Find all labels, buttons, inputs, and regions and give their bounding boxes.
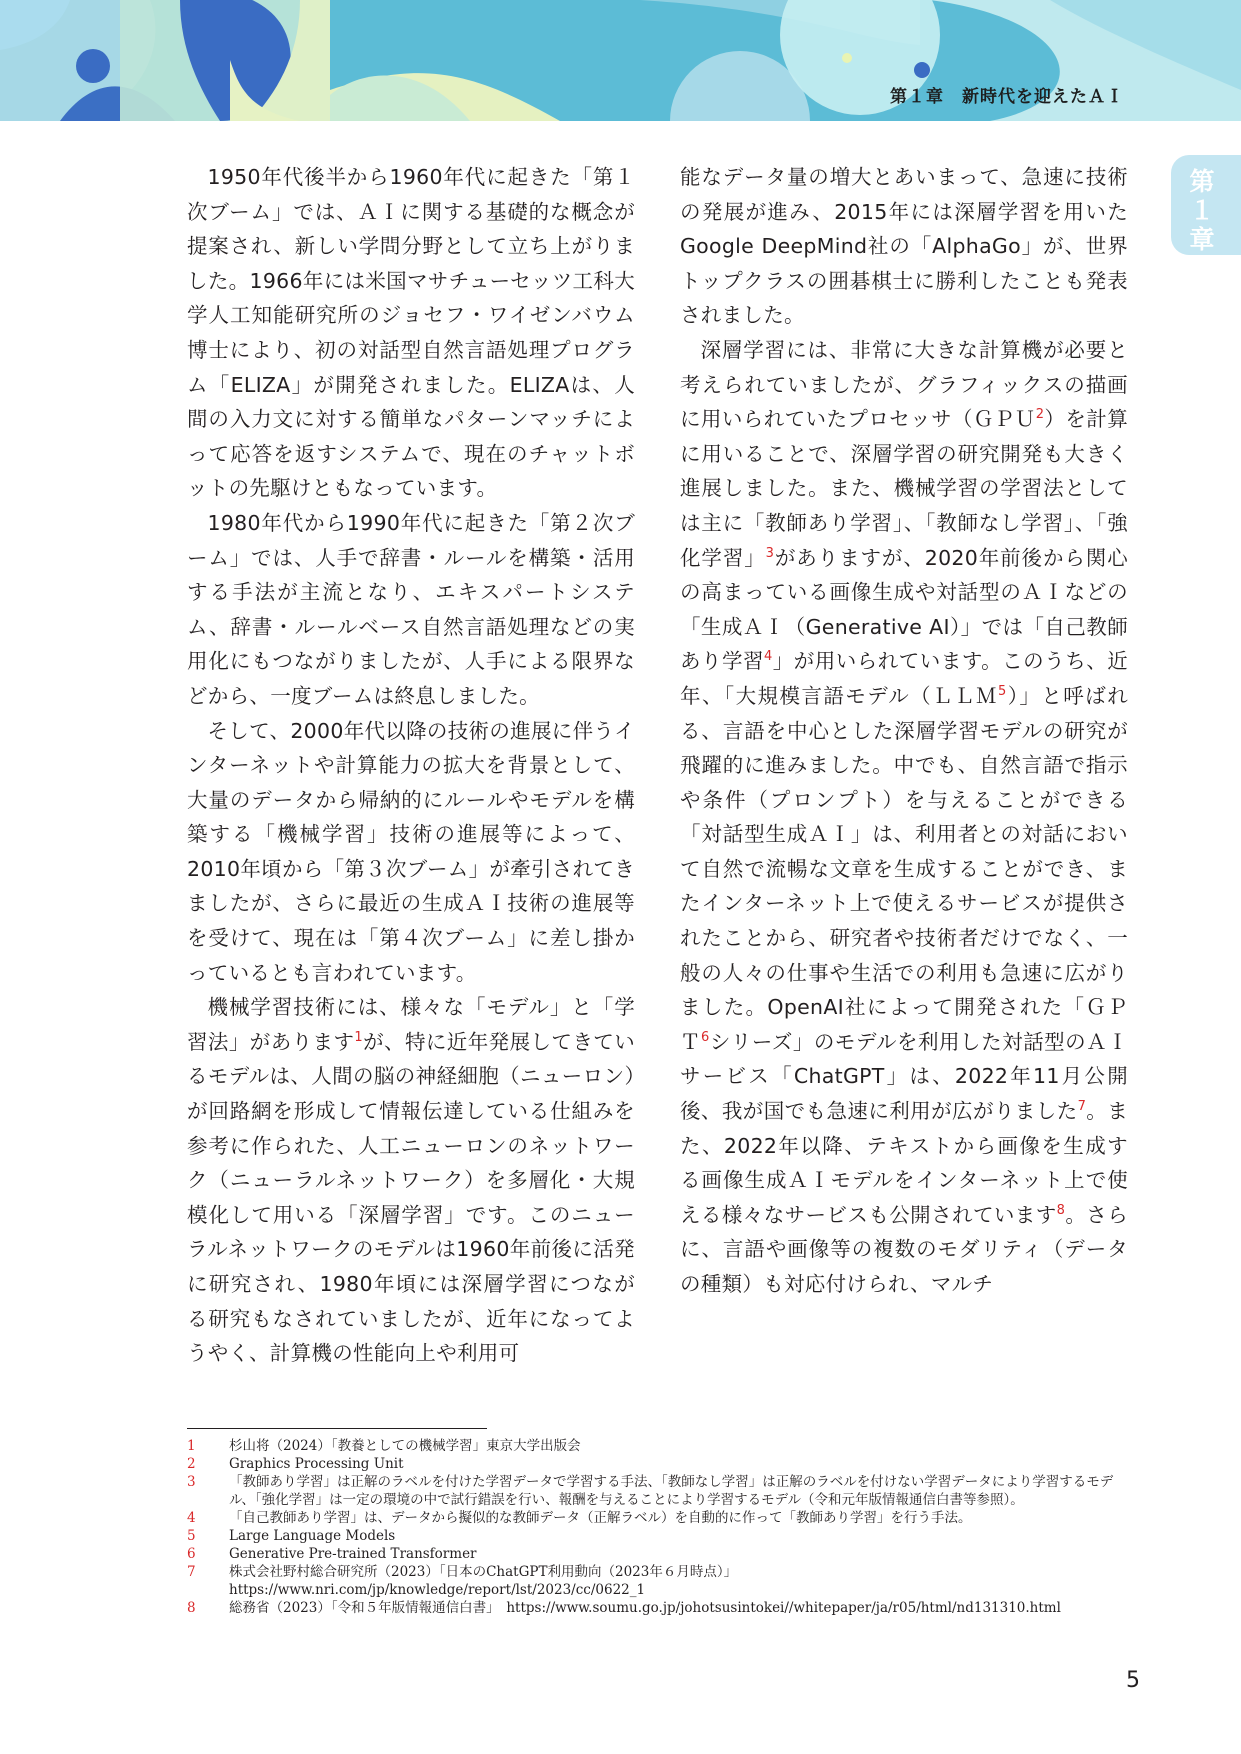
paragraph — [680, 333, 1128, 1302]
paragraph — [187, 990, 635, 1371]
footnote-number: 4 — [187, 1510, 196, 1526]
footnote-item — [187, 1455, 1137, 1473]
footnote-item — [187, 1563, 1137, 1599]
footnote-number: 8 — [187, 1600, 196, 1616]
footnote-text: 総務省（2023）「令和５年版情報通信白書」 https://www.soumu.go.jp/johotsusintokei//whitepaper/ja/r05/html/nd131310.html — [229, 1600, 1061, 1616]
footnote-ref[interactable]: 7 — [1077, 1099, 1087, 1115]
paragraph-text: が、特に近年発展してきているモデルは、人間の脳の神経細胞（ニューロン）が回路網を形成して情報伝達している仕組みを参考に作られた、人工ニューロンのネットワーク（ニューラルネットワーク）を多層化・大規模化して用いる「深層学習」です。このニューラルネットワークのモデルは1960年前後に活発に研究され、1980年頃には深層学習につながる研究もなされていましたが、近年になってようやく、計算機の性能向上や利用可 — [187, 1029, 635, 1366]
footnote-ref[interactable]: 6 — [701, 1030, 710, 1046]
paragraph-text: 」が用いられています。このうち、近年、「大規模言語モデル（ＬＬＭ — [680, 649, 1128, 708]
footnote-number: 2 — [187, 1456, 196, 1472]
paragraph-text: 1950年代後半から1960年代に起きた「第１次ブーム」では、ＡＩに関する基礎的な概念が提案され、新しい学問分野として立ち上がりました。1966年には米国マサチューセッツ工科大学人工知能研究所のジョセフ・ワイゼンバウム博士により、初の対話型自然言語処理プログラム「ELIZA」が開発されました。ELIZAは、人間の入力文に対する簡単なパターンマッチによって応答を返すシステムで、現在のチャットボットの先駆けともなっています。 — [187, 165, 635, 501]
paragraph — [187, 714, 635, 991]
footnote-number: 1 — [187, 1438, 196, 1454]
footnote-ref[interactable]: 1 — [354, 1030, 363, 1046]
footnote-item — [187, 1527, 1137, 1545]
page-header-banner — [0, 0, 1241, 121]
paragraph-text: がありますが、2020年前後から関心の高まっている画像生成や対話型のＡＩなどの「生成ＡＩ（Generative AI）」では「自己教師あり学習 — [680, 545, 1128, 674]
footnote-text: 杉山将（2024）「教養としての機械学習」東京大学出版会 — [229, 1438, 581, 1454]
paragraph-text: そして、2000年代以降の技術の進展に伴うインターネットや計算能力の拡大を背景として、大量のデータから帰納的にルールやモデルを構築する「機械学習」技術の進展等によって、2010年頃から「第３次ブーム」が牽引されてきましたが、さらに最近の生成ＡＩ技術の進展等を受けて、現在は「第４次ブーム」に差し掛かっているとも言われています。 — [187, 718, 635, 985]
paragraph-text: 1980年代から1990年代に起きた「第２次ブーム」では、人手で辞書・ルールを構築・活用する手法が主流となり、エキスパートシステム、辞書・ルールベース自然言語処理などの実用化にもつながりましたが、人手による限界などから、一度ブームは終息しました。 — [187, 510, 635, 708]
paragraph-text: 深層学習には、非常に大きな計算機が必要と考えられていましたが、グラフィックスの描画に用いられていたプロセッサ（ＧＰＵ — [680, 337, 1128, 432]
body-column-right — [680, 160, 1128, 1302]
paragraph — [187, 160, 635, 506]
footnote-item — [187, 1509, 1137, 1527]
footnote-number: 7 — [187, 1564, 196, 1580]
chapter-tab — [1171, 155, 1241, 255]
footnote-text: 「自己教師あり学習」は、データから擬似的な教師データ（正解ラベル）を自動的に作って「教師あり学習」を行う手法。 — [229, 1510, 972, 1526]
footnote-text: Graphics Processing Unit — [229, 1456, 404, 1472]
paragraph-continued — [680, 160, 1128, 333]
footnote-ref[interactable]: 2 — [1035, 407, 1045, 423]
footnote-item — [187, 1437, 1137, 1455]
paragraph-text: 。さらに、言語や画像等の複数のモダリティ（データの種類）も対応付けられ、マルチ — [680, 1202, 1128, 1296]
paragraph-text: 能なデータ量の増大とあいまって、急速に技術の発展が進み、2015年には深層学習を用いたGoogle DeepMind社の「AlphaGo」が、世界トップクラスの囲碁棋士に勝利したことも発表されました。 — [680, 165, 1128, 328]
chapter-tab-label: 第１章 — [1189, 167, 1215, 254]
footnote-item — [187, 1599, 1137, 1617]
footnote-item — [187, 1545, 1137, 1563]
footnotes — [187, 1437, 1137, 1617]
footnote-text: Large Language Models — [229, 1528, 396, 1544]
footnote-item — [187, 1473, 1137, 1509]
paragraph-text: ）」と呼ばれる、言語を中心とした深層学習モデルの研究が飛躍的に進みました。中でも、自然言語で指示や条件（プロンプト）を与えることができる「対話型生成ＡＩ」は、利用者との対話において自然で流暢な文章を生成することができ、またインターネット上で使えるサービスが提供されたことから、研究者や技術者だけでなく、一般の人々の仕事や生活での利用も急速に広がりました。OpenAI社によって開発された「ＧＰＴ — [680, 683, 1128, 1054]
footnote-ref[interactable]: 3 — [765, 545, 775, 561]
paragraph-text: 機械学習技術には、様々な「モデル」と「学習法」があります — [187, 995, 635, 1054]
footnote-number: 5 — [187, 1528, 196, 1544]
chapter-title: 第１章 新時代を迎えたＡＩ — [890, 87, 1124, 107]
paragraph-text: ）を計算に用いることで、深層学習の研究開発も大きく進展しました。また、機械学習の学習法としては主に「教師あり学習」、「教師なし学習」、「強化学習」 — [680, 407, 1128, 570]
paragraph — [187, 506, 635, 714]
page-number: 5 — [1126, 1668, 1140, 1693]
body-column-left — [187, 160, 635, 1371]
footnote-text: 「教師あり学習」は正解のラベルを付けた学習データで学習する手法、「教師なし学習」は正解のラベルを付けない学習データにより学習するモデル、「強化学習」は一定の環境の中で試行錯誤を行い、報酬を与えることにより学習するモデル（令和元年版情報通信白書等参照）。 — [229, 1474, 1114, 1508]
footnote-number: 3 — [187, 1474, 196, 1490]
footnote-ref[interactable]: 5 — [997, 684, 1007, 700]
paragraph-text: シリーズ」のモデルを利用した対話型のＡＩサービス「ChatGPT」は、2022年11月公開後、我が国でも急速に利用が広がりました — [680, 1029, 1128, 1124]
footnote-text: Generative Pre-trained Transformer — [229, 1546, 477, 1562]
footnote-ref[interactable]: 4 — [764, 649, 773, 665]
footnote-ref[interactable]: 8 — [1056, 1202, 1066, 1218]
footnote-number: 6 — [187, 1546, 196, 1562]
paragraph-text: 。また、2022年以降、テキストから画像を生成する画像生成ＡＩモデルをインターネット上で使える様々なサービスも公開されています — [680, 1099, 1128, 1227]
footnote-divider — [187, 1428, 487, 1429]
footnote-text: 株式会社野村総合研究所（2023）「日本のChatGPT利用動向（2023年６月時点）」https://www.nri.com/jp/knowledge/report/lst/2023/cc/0622_1 — [229, 1564, 738, 1598]
